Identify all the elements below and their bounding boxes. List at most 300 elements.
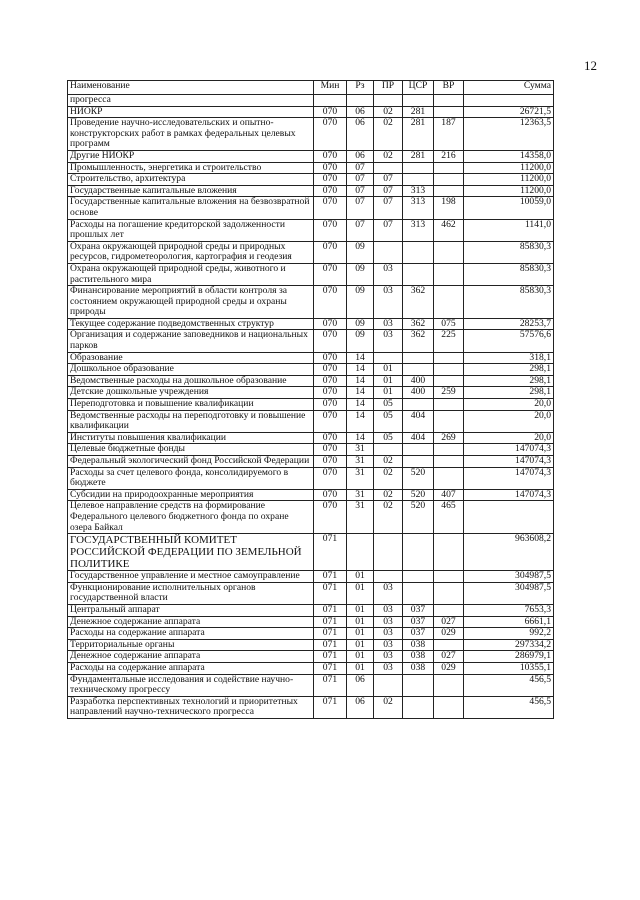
cell-pr: 02 xyxy=(374,106,403,118)
cell-sum: 147074,3 xyxy=(464,444,554,456)
cell-vr xyxy=(434,410,464,432)
cell-min: 070 xyxy=(314,263,347,285)
header-vr: ВР xyxy=(434,81,464,95)
cell-vr: 029 xyxy=(434,662,464,674)
cell-pr: 01 xyxy=(374,387,403,399)
cell-pr xyxy=(374,352,403,364)
cell-name: Строительство, архитектура xyxy=(68,174,314,186)
cell-rz: 14 xyxy=(347,432,374,444)
cell-rz: 09 xyxy=(347,330,374,352)
cell-rz: 31 xyxy=(347,467,374,489)
cell-vr xyxy=(434,95,464,107)
cell-csr: 362 xyxy=(403,286,434,319)
cell-name: Государственные капитальные вложения на безвозвратной основе xyxy=(68,197,314,219)
cell-rz: 31 xyxy=(347,501,374,534)
cell-sum: 11200,0 xyxy=(464,185,554,197)
table-row xyxy=(68,582,554,604)
table-row xyxy=(68,162,554,174)
cell-rz: 31 xyxy=(347,489,374,501)
cell-vr: 407 xyxy=(434,489,464,501)
cell-rz: 01 xyxy=(347,639,374,651)
cell-pr xyxy=(374,241,403,263)
cell-csr xyxy=(403,534,434,571)
cell-rz: 14 xyxy=(347,352,374,364)
cell-vr xyxy=(434,444,464,456)
cell-rz: 07 xyxy=(347,197,374,219)
cell-name: Фундаментальные исследования и содействие научно-техническому прогрессу xyxy=(68,674,314,696)
cell-sum: 456,5 xyxy=(464,674,554,696)
table-row xyxy=(68,197,554,219)
cell-vr xyxy=(434,174,464,186)
cell-name: Расходы на содержание аппарата xyxy=(68,662,314,674)
cell-sum: 286979,1 xyxy=(464,651,554,663)
cell-rz: 06 xyxy=(347,696,374,718)
cell-pr: 07 xyxy=(374,219,403,241)
cell-min: 070 xyxy=(314,174,347,186)
cell-name: Дошкольное образование xyxy=(68,364,314,376)
cell-pr: 02 xyxy=(374,501,403,534)
table-body xyxy=(68,95,554,719)
cell-name: Территориальные органы xyxy=(68,639,314,651)
cell-min: 070 xyxy=(314,150,347,162)
header-csr: ЦСР xyxy=(403,81,434,95)
cell-sum: 26721,5 xyxy=(464,106,554,118)
cell-name: Промышленность, энергетика и строительство xyxy=(68,162,314,174)
cell-vr xyxy=(434,375,464,387)
header-pr: ПР xyxy=(374,81,403,95)
cell-min: 070 xyxy=(314,467,347,489)
cell-rz xyxy=(347,534,374,571)
cell-sum: 10355,1 xyxy=(464,662,554,674)
cell-csr: 400 xyxy=(403,375,434,387)
cell-sum: 147074,3 xyxy=(464,489,554,501)
table-row xyxy=(68,501,554,534)
cell-rz: 09 xyxy=(347,263,374,285)
cell-name: Целевые бюджетные фонды xyxy=(68,444,314,456)
cell-name: Денежное содержание аппарата xyxy=(68,616,314,628)
cell-csr xyxy=(403,364,434,376)
cell-vr xyxy=(434,582,464,604)
cell-sum: 318,1 xyxy=(464,352,554,364)
cell-pr xyxy=(374,534,403,571)
cell-min: 070 xyxy=(314,185,347,197)
table-row xyxy=(68,185,554,197)
cell-name: Целевое направление средств на формирование Федерального целевого бюджетного фонда по охране озера Байкал xyxy=(68,501,314,534)
cell-vr xyxy=(434,286,464,319)
cell-csr xyxy=(403,571,434,583)
cell-min: 070 xyxy=(314,118,347,151)
cell-name: Расходы на содержание аппарата xyxy=(68,628,314,640)
cell-name: Ведомственные расходы на дошкольное образование xyxy=(68,375,314,387)
cell-csr: 037 xyxy=(403,628,434,640)
cell-rz: 09 xyxy=(347,286,374,319)
cell-min: 070 xyxy=(314,501,347,534)
cell-csr: 281 xyxy=(403,106,434,118)
cell-sum: 85830,3 xyxy=(464,241,554,263)
cell-rz: 07 xyxy=(347,162,374,174)
cell-rz: 01 xyxy=(347,651,374,663)
cell-name: Текущее содержание подведомственных структур xyxy=(68,318,314,330)
cell-pr xyxy=(374,571,403,583)
cell-pr: 03 xyxy=(374,651,403,663)
cell-csr xyxy=(403,263,434,285)
cell-min xyxy=(314,95,347,107)
table-row xyxy=(68,456,554,468)
cell-rz: 06 xyxy=(347,106,374,118)
cell-csr: 362 xyxy=(403,318,434,330)
cell-min: 071 xyxy=(314,662,347,674)
cell-min: 071 xyxy=(314,616,347,628)
cell-rz: 09 xyxy=(347,241,374,263)
cell-csr xyxy=(403,582,434,604)
cell-csr: 404 xyxy=(403,432,434,444)
table-row xyxy=(68,219,554,241)
cell-pr: 03 xyxy=(374,318,403,330)
budget-table xyxy=(67,80,554,719)
cell-csr xyxy=(403,674,434,696)
cell-min: 070 xyxy=(314,219,347,241)
cell-vr: 216 xyxy=(434,150,464,162)
cell-rz: 31 xyxy=(347,444,374,456)
cell-pr: 03 xyxy=(374,616,403,628)
cell-csr xyxy=(403,241,434,263)
cell-sum: 298,1 xyxy=(464,364,554,376)
cell-min: 070 xyxy=(314,330,347,352)
cell-min: 071 xyxy=(314,696,347,718)
cell-vr: 198 xyxy=(434,197,464,219)
cell-sum: 147074,3 xyxy=(464,456,554,468)
cell-csr xyxy=(403,456,434,468)
cell-pr: 03 xyxy=(374,263,403,285)
cell-sum: 992,2 xyxy=(464,628,554,640)
cell-name: Переподготовка и повышение квалификации xyxy=(68,399,314,411)
header-name: Наименование xyxy=(68,81,314,95)
table-row xyxy=(68,318,554,330)
cell-rz: 07 xyxy=(347,185,374,197)
table-row xyxy=(68,696,554,718)
cell-rz: 09 xyxy=(347,318,374,330)
cell-csr: 520 xyxy=(403,489,434,501)
cell-vr xyxy=(434,399,464,411)
cell-vr: 029 xyxy=(434,628,464,640)
cell-vr xyxy=(434,162,464,174)
cell-name: Федеральный экологический фонд Российской Федерации xyxy=(68,456,314,468)
cell-vr xyxy=(434,467,464,489)
table-row xyxy=(68,444,554,456)
cell-pr: 07 xyxy=(374,185,403,197)
cell-rz: 01 xyxy=(347,571,374,583)
cell-name: Функционирование исполнительных органов государственной власти xyxy=(68,582,314,604)
cell-name: Субсидии на природоохранные мероприятия xyxy=(68,489,314,501)
cell-min: 071 xyxy=(314,534,347,571)
cell-min: 071 xyxy=(314,571,347,583)
cell-rz: 07 xyxy=(347,174,374,186)
cell-pr: 02 xyxy=(374,489,403,501)
table-row xyxy=(68,241,554,263)
cell-name: прогресса xyxy=(68,95,314,107)
table-row xyxy=(68,489,554,501)
cell-rz: 07 xyxy=(347,219,374,241)
cell-csr: 520 xyxy=(403,501,434,534)
cell-name: Государственное управление и местное самоуправление xyxy=(68,571,314,583)
cell-vr xyxy=(434,571,464,583)
cell-vr xyxy=(434,639,464,651)
table-row xyxy=(68,364,554,376)
table-row xyxy=(68,410,554,432)
cell-min: 070 xyxy=(314,106,347,118)
cell-sum: 298,1 xyxy=(464,375,554,387)
cell-pr: 02 xyxy=(374,456,403,468)
cell-vr xyxy=(434,263,464,285)
cell-sum: 57576,6 xyxy=(464,330,554,352)
table-row xyxy=(68,399,554,411)
cell-min: 070 xyxy=(314,489,347,501)
cell-csr: 281 xyxy=(403,118,434,151)
cell-csr xyxy=(403,696,434,718)
table-row xyxy=(68,375,554,387)
cell-csr: 281 xyxy=(403,150,434,162)
header-rz: Рз xyxy=(347,81,374,95)
cell-min: 070 xyxy=(314,432,347,444)
cell-name: Государственные капитальные вложения xyxy=(68,185,314,197)
cell-vr: 225 xyxy=(434,330,464,352)
cell-vr xyxy=(434,364,464,376)
cell-rz: 14 xyxy=(347,375,374,387)
cell-min: 070 xyxy=(314,241,347,263)
cell-name: Ведомственные расходы на переподготовку и повышение квалификации xyxy=(68,410,314,432)
cell-rz: 01 xyxy=(347,628,374,640)
cell-name: Другие НИОКР xyxy=(68,150,314,162)
cell-min: 070 xyxy=(314,410,347,432)
cell-sum: 11200,0 xyxy=(464,174,554,186)
cell-vr: 465 xyxy=(434,501,464,534)
cell-pr: 03 xyxy=(374,286,403,319)
cell-pr: 01 xyxy=(374,364,403,376)
cell-min: 071 xyxy=(314,582,347,604)
cell-sum: 20,0 xyxy=(464,432,554,444)
cell-pr: 03 xyxy=(374,628,403,640)
cell-vr: 075 xyxy=(434,318,464,330)
cell-pr: 05 xyxy=(374,432,403,444)
cell-sum: 20,0 xyxy=(464,399,554,411)
cell-csr: 404 xyxy=(403,410,434,432)
cell-csr: 037 xyxy=(403,616,434,628)
cell-csr: 313 xyxy=(403,219,434,241)
cell-min: 071 xyxy=(314,651,347,663)
cell-sum: 85830,3 xyxy=(464,286,554,319)
cell-pr: 03 xyxy=(374,582,403,604)
cell-sum: 7653,3 xyxy=(464,604,554,616)
table-row xyxy=(68,286,554,319)
table-row xyxy=(68,674,554,696)
cell-name: Охрана окружающей природной среды и природных ресурсов, гидрометеорология, картография и геодезия xyxy=(68,241,314,263)
cell-csr: 362 xyxy=(403,330,434,352)
header-min: Мин xyxy=(314,81,347,95)
page-number: 12 xyxy=(584,58,597,73)
cell-min: 070 xyxy=(314,387,347,399)
cell-vr xyxy=(434,456,464,468)
cell-min: 070 xyxy=(314,318,347,330)
cell-pr: 02 xyxy=(374,150,403,162)
cell-rz: 01 xyxy=(347,604,374,616)
cell-min: 071 xyxy=(314,604,347,616)
cell-vr: 259 xyxy=(434,387,464,399)
table-row xyxy=(68,571,554,583)
cell-csr: 313 xyxy=(403,185,434,197)
cell-vr xyxy=(434,106,464,118)
cell-vr xyxy=(434,674,464,696)
cell-sum: 12363,5 xyxy=(464,118,554,151)
cell-pr xyxy=(374,95,403,107)
cell-csr: 038 xyxy=(403,639,434,651)
cell-pr: 07 xyxy=(374,174,403,186)
table-header-row xyxy=(68,81,554,95)
cell-rz: 01 xyxy=(347,616,374,628)
cell-pr xyxy=(374,444,403,456)
cell-min: 071 xyxy=(314,639,347,651)
cell-pr: 02 xyxy=(374,696,403,718)
cell-vr: 187 xyxy=(434,118,464,151)
cell-sum: 456,5 xyxy=(464,696,554,718)
cell-sum xyxy=(464,95,554,107)
cell-pr: 07 xyxy=(374,197,403,219)
cell-vr xyxy=(434,604,464,616)
cell-csr xyxy=(403,352,434,364)
cell-vr xyxy=(434,352,464,364)
cell-vr: 027 xyxy=(434,616,464,628)
cell-sum: 963608,2 xyxy=(464,534,554,571)
cell-min: 071 xyxy=(314,628,347,640)
cell-rz: 31 xyxy=(347,456,374,468)
cell-csr: 313 xyxy=(403,197,434,219)
cell-rz: 01 xyxy=(347,582,374,604)
table-row xyxy=(68,604,554,616)
cell-pr xyxy=(374,162,403,174)
cell-min: 070 xyxy=(314,197,347,219)
cell-sum xyxy=(464,501,554,534)
cell-rz: 14 xyxy=(347,364,374,376)
header-sum: Сумма xyxy=(464,81,554,95)
table-row xyxy=(68,628,554,640)
cell-pr: 03 xyxy=(374,639,403,651)
cell-pr: 01 xyxy=(374,375,403,387)
cell-pr xyxy=(374,674,403,696)
cell-sum: 304987,5 xyxy=(464,582,554,604)
cell-sum: 1141,0 xyxy=(464,219,554,241)
cell-rz: 01 xyxy=(347,662,374,674)
cell-rz: 14 xyxy=(347,387,374,399)
cell-name: Денежное содержание аппарата xyxy=(68,651,314,663)
cell-name: Разработка перспективных технологий и приоритетных направлений научно-технического прогресса xyxy=(68,696,314,718)
cell-min: 070 xyxy=(314,286,347,319)
cell-min: 070 xyxy=(314,399,347,411)
cell-sum: 14358,0 xyxy=(464,150,554,162)
table-row xyxy=(68,174,554,186)
cell-name: ГОСУДАРСТВЕННЫЙ КОМИТЕТ РОССИЙСКОЙ ФЕДЕРАЦИИ ПО ЗЕМЕЛЬНОЙ ПОЛИТИКЕ xyxy=(68,534,314,571)
cell-sum: 20,0 xyxy=(464,410,554,432)
cell-sum: 304987,5 xyxy=(464,571,554,583)
cell-sum: 10059,0 xyxy=(464,197,554,219)
cell-sum: 85830,3 xyxy=(464,263,554,285)
cell-rz: 06 xyxy=(347,150,374,162)
cell-min: 070 xyxy=(314,352,347,364)
cell-vr: 027 xyxy=(434,651,464,663)
table-row xyxy=(68,330,554,352)
table-row xyxy=(68,263,554,285)
table-row xyxy=(68,616,554,628)
cell-sum: 6661,1 xyxy=(464,616,554,628)
table-row xyxy=(68,387,554,399)
cell-pr: 03 xyxy=(374,662,403,674)
cell-vr xyxy=(434,185,464,197)
cell-csr xyxy=(403,174,434,186)
cell-min: 070 xyxy=(314,444,347,456)
cell-csr: 400 xyxy=(403,387,434,399)
cell-min: 071 xyxy=(314,674,347,696)
cell-name: Детские дошкольные учреждения xyxy=(68,387,314,399)
cell-pr: 05 xyxy=(374,410,403,432)
cell-csr xyxy=(403,95,434,107)
table-row xyxy=(68,95,554,107)
cell-pr: 03 xyxy=(374,330,403,352)
cell-csr: 038 xyxy=(403,651,434,663)
cell-rz: 14 xyxy=(347,399,374,411)
table-row xyxy=(68,534,554,571)
cell-csr xyxy=(403,444,434,456)
cell-pr: 02 xyxy=(374,467,403,489)
cell-csr: 037 xyxy=(403,604,434,616)
cell-name: Финансирование мероприятий в области контроля за состоянием окружающей природной среды и охраны природы xyxy=(68,286,314,319)
cell-name: НИОКР xyxy=(68,106,314,118)
cell-vr: 269 xyxy=(434,432,464,444)
cell-csr: 520 xyxy=(403,467,434,489)
cell-name: Центральный аппарат xyxy=(68,604,314,616)
table-row xyxy=(68,662,554,674)
table-row xyxy=(68,352,554,364)
cell-csr: 038 xyxy=(403,662,434,674)
cell-sum: 28253,7 xyxy=(464,318,554,330)
cell-name: Проведение научно-исследовательских и опытно-конструкторских работ в рамках федеральных целевых программ xyxy=(68,118,314,151)
cell-pr: 03 xyxy=(374,604,403,616)
cell-vr xyxy=(434,696,464,718)
cell-name: Организация и содержание заповедников и национальных парков xyxy=(68,330,314,352)
table-row xyxy=(68,467,554,489)
cell-name: Расходы на погашение кредиторской задолженности прошлых лет xyxy=(68,219,314,241)
table-row xyxy=(68,651,554,663)
cell-pr: 05 xyxy=(374,399,403,411)
cell-min: 070 xyxy=(314,364,347,376)
cell-csr xyxy=(403,162,434,174)
cell-min: 070 xyxy=(314,162,347,174)
cell-csr xyxy=(403,399,434,411)
cell-sum: 147074,3 xyxy=(464,467,554,489)
cell-sum: 298,1 xyxy=(464,387,554,399)
cell-rz: 06 xyxy=(347,118,374,151)
cell-rz: 06 xyxy=(347,674,374,696)
cell-sum: 11200,0 xyxy=(464,162,554,174)
table-row xyxy=(68,639,554,651)
cell-name: Расходы за счет целевого фонда, консолидируемого в бюджете xyxy=(68,467,314,489)
table-row xyxy=(68,118,554,151)
cell-name: Институты повышения квалификации xyxy=(68,432,314,444)
cell-vr xyxy=(434,534,464,571)
cell-sum: 297334,2 xyxy=(464,639,554,651)
table-row xyxy=(68,150,554,162)
cell-name: Образование xyxy=(68,352,314,364)
cell-min: 070 xyxy=(314,456,347,468)
table-row xyxy=(68,106,554,118)
cell-vr: 462 xyxy=(434,219,464,241)
